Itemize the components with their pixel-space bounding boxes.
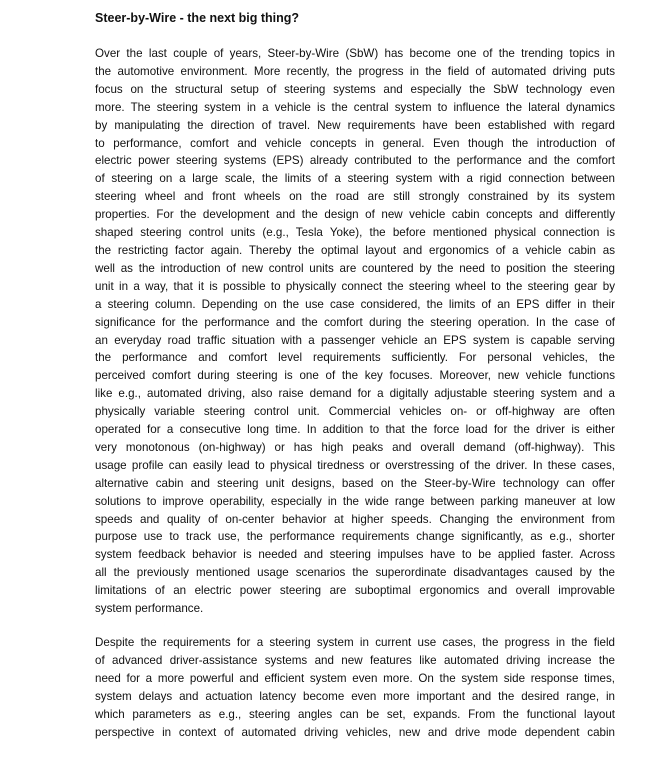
- paragraph-spacer: [95, 618, 615, 634]
- paragraph-1-line: limitations of an electric power steering are suboptimal ergonomics and overall improvable: [95, 584, 615, 598]
- paragraph-1-line: by manipulating the direction of travel. New requirements have been established with regard: [95, 118, 615, 132]
- paragraph-1-line: all the previously mentioned usage scenarios the superordinate disadvantages caused by the: [95, 566, 615, 580]
- paragraph-1-line: purpose use to track use, the performance requirements change significantly, as e.g., shorter: [95, 530, 615, 544]
- paragraph-1-line: operated for a consecutive long time. In addition to that the force load for the driver is either: [95, 423, 615, 437]
- paragraph-1-line: Over the last couple of years, Steer-by-Wire (SbW) has become one of the trending topics in: [95, 47, 615, 60]
- paragraph-1-line: focus on the structural setup of steering systems and especially the SbW technology even: [95, 82, 615, 96]
- paragraph-1-line: shaped steering control units (e.g., Tesla Yoke), the before mentioned physical connection is: [95, 226, 615, 240]
- paragraph-1-line: alternative cabin and steering unit designs, based on the Steer-by-Wire technology can offer: [95, 476, 615, 490]
- paragraph-1-line: the automotive environment. More recently, the progress in the field of automated driving puts: [95, 64, 615, 78]
- paragraph-1-line: steering wheel and front wheels on the road are still strongly constrained by its system: [95, 190, 615, 204]
- paragraph-1-line: physically variable steering control unit. Commercial vehicles on- or off-highway are often: [95, 405, 615, 419]
- paragraph-1-line: unit in a way, that it is possible to physically connect the steering wheel to the steering gear by: [95, 279, 615, 293]
- paragraph-1-line: very monotonous (on-highway) or has high peaks and overall demand (off-highway). This: [95, 440, 615, 454]
- paragraph-1-line: the restricting factor again. Thereby the optimal layout and ergonomics of a vehicle cabin as: [95, 243, 615, 257]
- paragraph-1-line: system performance.: [95, 602, 204, 616]
- paragraph-2-line: perspective in context of automated driving vehicles, new and drive mode dependent cabin: [95, 725, 615, 739]
- paragraph-1-line: to performance, comfort and vehicle concepts in general. Even though the introduction of: [95, 136, 615, 150]
- paragraph-1: [95, 45, 615, 618]
- paragraph-2-line: system delays and actuation latency become even more important and the desired range, in: [95, 689, 615, 703]
- paragraph-2: [95, 634, 615, 741]
- paragraph-1-line: an everyday road traffic situation with a passenger vehicle an EPS system is capable serving: [95, 333, 615, 347]
- paragraph-1-line: more. The steering system in a vehicle is the central system to influence the lateral dynamics: [95, 100, 615, 114]
- paragraph-1-line: solutions to improve operability, especially in the wide range between parking maneuver at low: [95, 494, 615, 508]
- paragraph-2-line: need for a more powerful and efficient system even more. On the system side response times,: [95, 671, 615, 685]
- paragraph-1-line: system feedback behavior is needed and steering impulses have to be applied faster. Across: [95, 548, 615, 562]
- paragraph-2-line: Despite the requirements for a steering system in current use cases, the progress in the field: [95, 636, 615, 649]
- paragraph-1-line: usage profile can easily lead to physical tiredness or overstressing of the driver. In these cases,: [95, 458, 615, 472]
- paragraph-2-line: which parameters as e.g., steering angles can be set, expands. From the functional layout: [95, 707, 615, 721]
- paragraph-1-line: a steering column. Depending on the use case considered, the limits of an EPS differ in their: [95, 297, 615, 311]
- paragraph-1-line: speeds and quality of on-center behavior at higher speeds. Changing the environment from: [95, 512, 615, 526]
- paragraph-1-line: significance for the performance and the comfort during the steering operation. In the case of: [95, 315, 615, 329]
- paragraph-1-line: well as the introduction of new control units are countered by the need to position the steering: [95, 261, 615, 275]
- paragraph-1-line: like e.g., automated driving, also raise demand for a digitally adjustable steering system and a: [95, 387, 615, 401]
- paragraph-1-line: electric power steering systems (EPS) already contributed to the performance and the comfort: [95, 154, 615, 168]
- paragraph-1-line: of steering on a large scale, the limits of a steering system with a rigid connection between: [95, 172, 615, 186]
- paragraph-1-line: properties. For the development and the design of new vehicle cabin concepts and differently: [95, 208, 615, 222]
- paragraph-1-line: perceived comfort during steering is one of the key focuses. Moreover, new vehicle functions: [95, 369, 615, 383]
- paragraph-1-line: the performance and comfort level requirements sufficiently. For personal vehicles, the: [95, 351, 615, 365]
- document-title: Steer-by-Wire - the next big thing?: [95, 11, 300, 25]
- document-page: [95, 10, 615, 741]
- paragraph-2-line: of advanced driver-assistance systems and new features like automated driving increase the: [95, 653, 615, 667]
